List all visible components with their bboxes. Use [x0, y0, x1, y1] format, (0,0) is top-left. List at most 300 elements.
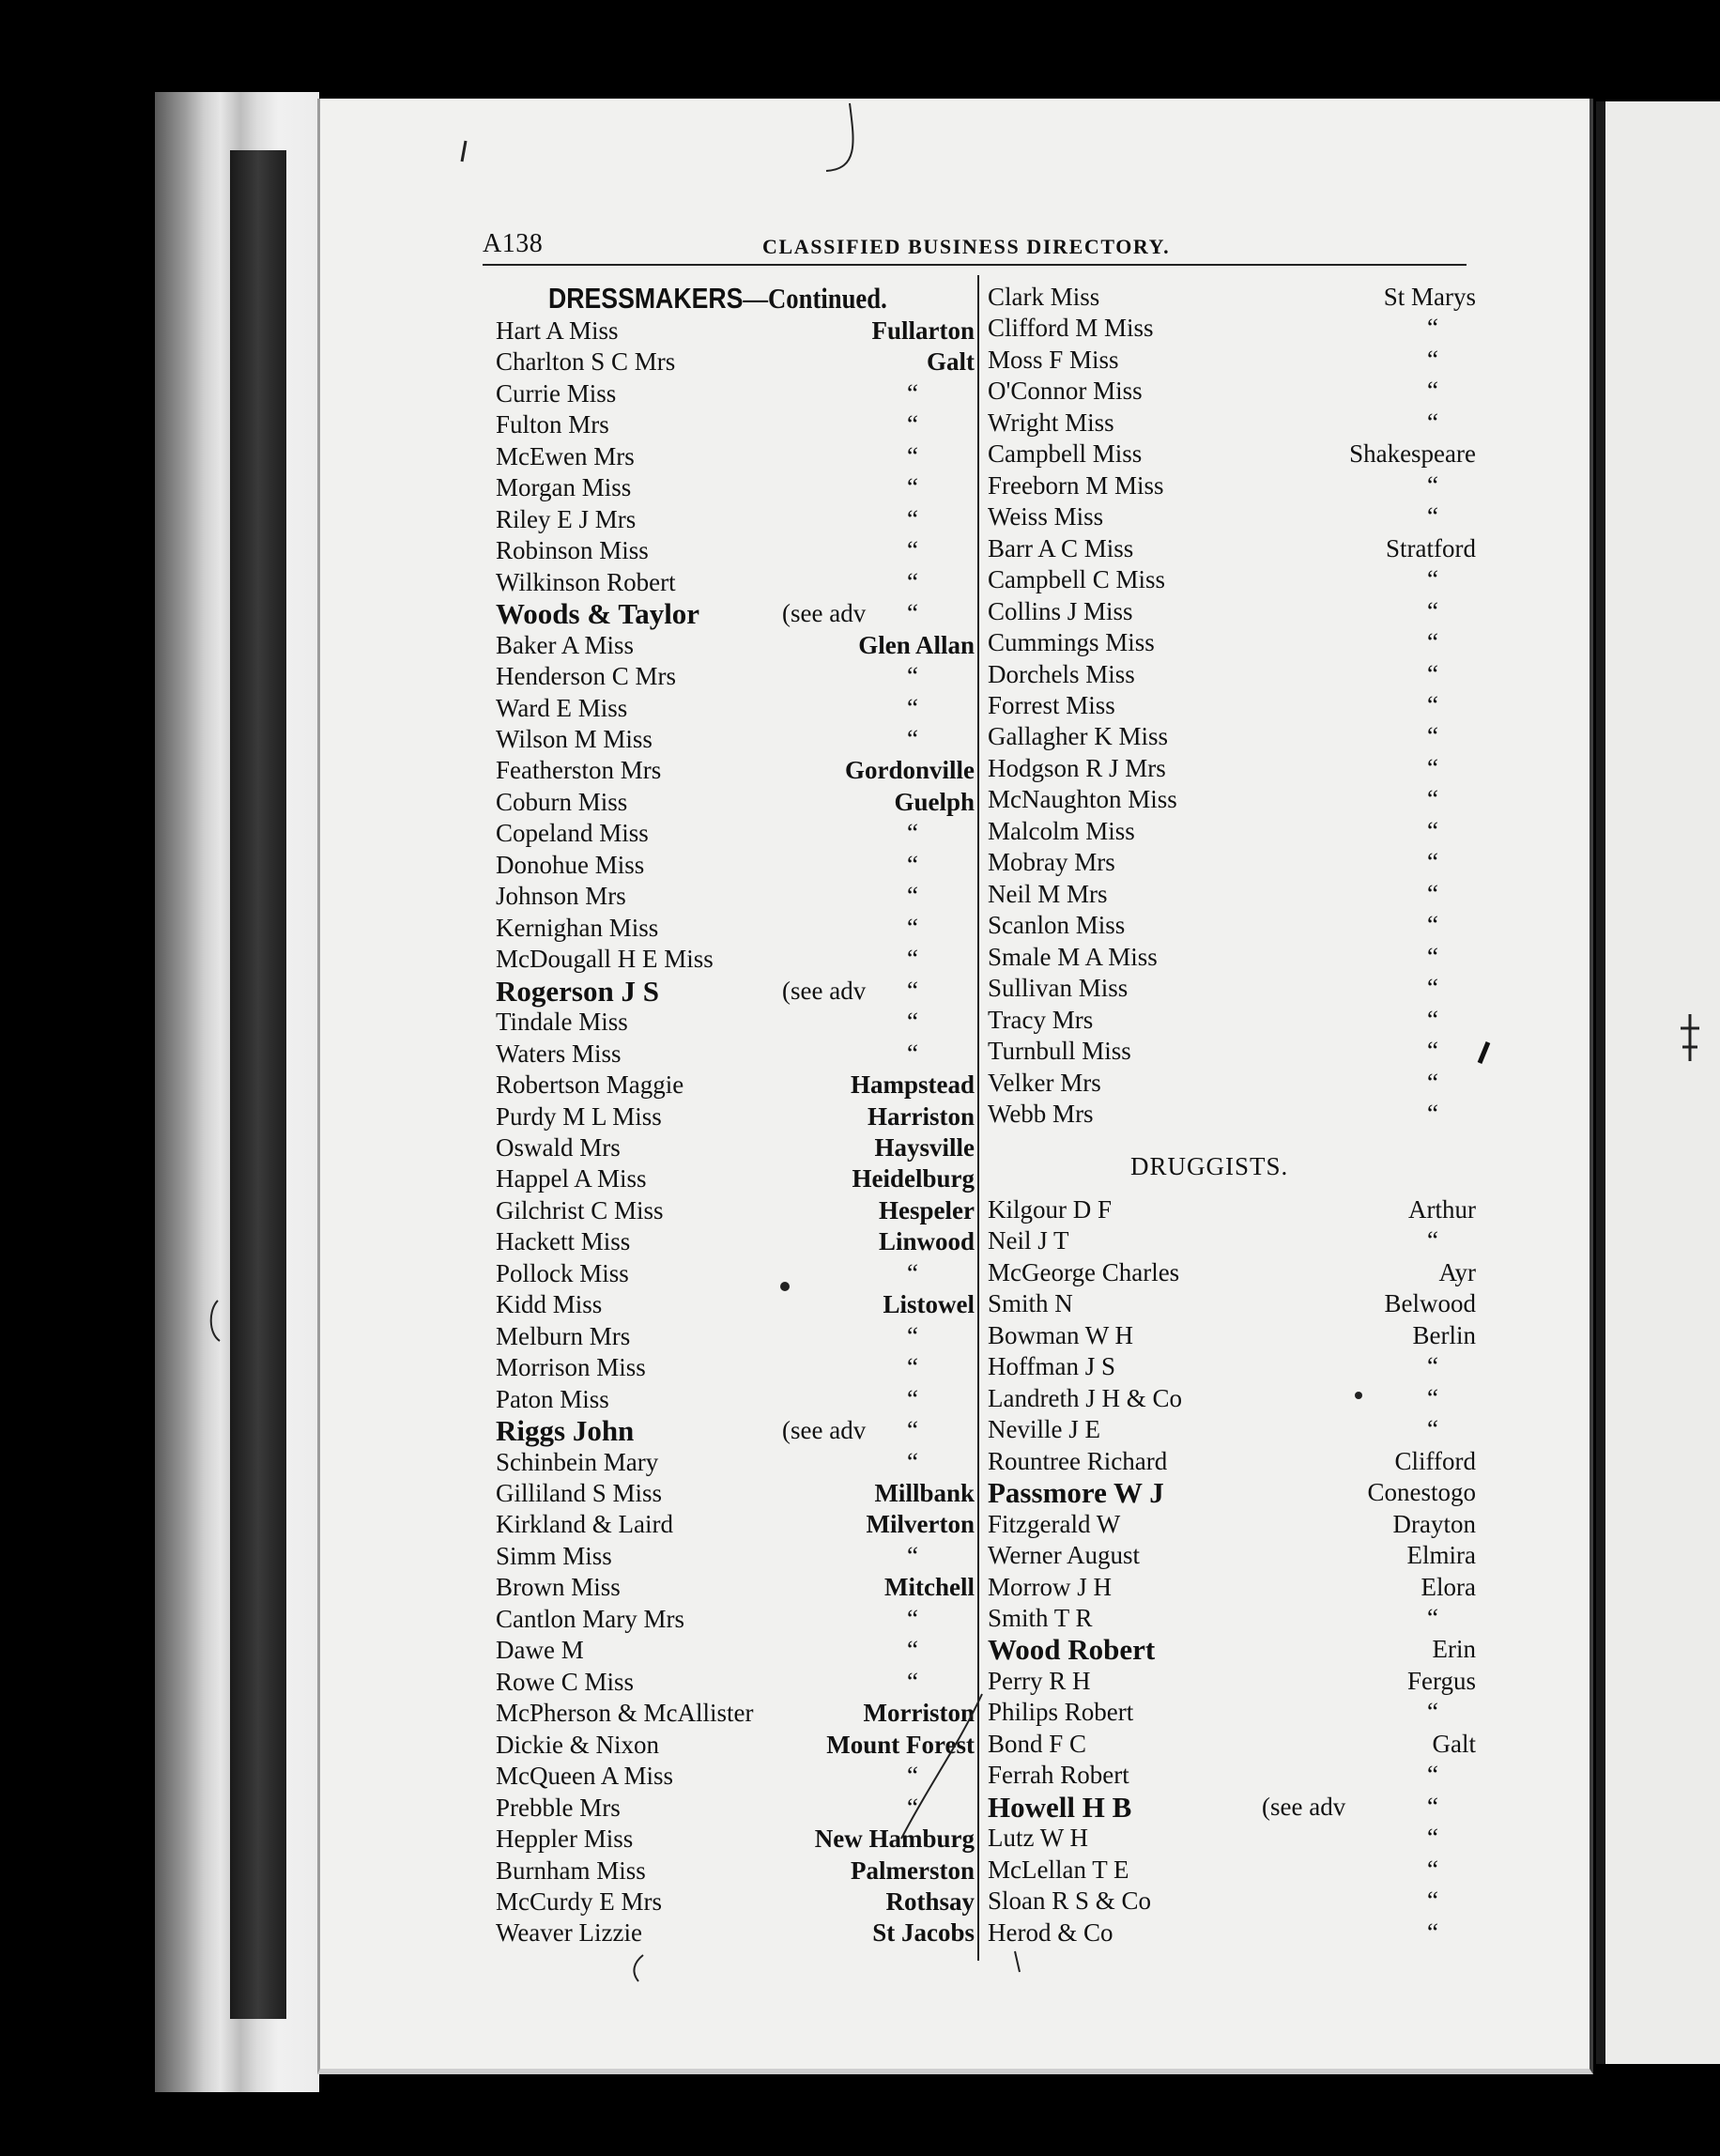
druggist-entry: [988, 1383, 1476, 1414]
druggist-entry-name: Fitzgerald W: [988, 1509, 1121, 1538]
dressmaker-left-entry-location: Listowel: [883, 1290, 975, 1319]
dressmaker-left-entry-location: Gordonville: [844, 756, 975, 785]
druggist-entry-location: “: [1427, 1761, 1438, 1790]
dressmaker-left-entry-name: Melburn Mrs: [496, 1321, 631, 1350]
dressmaker-left-entry: [496, 316, 975, 346]
adjacent-page-edge: [1596, 101, 1720, 2064]
druggist-entry-location: “: [1427, 1603, 1438, 1632]
dressmaker-right-entry-location: “: [1427, 974, 1438, 1003]
dressmaker-right-entry: [988, 816, 1476, 847]
dressmaker-left-entry: [496, 1415, 975, 1446]
dressmaker-left-entry-name: Riggs John: [496, 1414, 635, 1448]
dressmaker-left-entry-name: Rogerson J S: [496, 974, 659, 1008]
dressmaker-left-entry: [496, 944, 975, 975]
druggist-entry-name: Lutz W H: [988, 1824, 1088, 1853]
dressmaker-right-entry: [988, 1068, 1476, 1099]
druggist-entry: [988, 1634, 1476, 1665]
druggist-entry-location: Elora: [1421, 1572, 1476, 1601]
dressmaker-right-entry-location: “: [1427, 1037, 1438, 1066]
dressmaker-left-entry: [496, 850, 975, 881]
dressmaker-left-entry-location: “: [907, 1321, 918, 1350]
dressmaker-left-entry: [496, 1635, 975, 1666]
dressmaker-right-entry-location: “: [1427, 596, 1438, 625]
dressmaker-left-entry-name: Kirkland & Laird: [496, 1510, 673, 1539]
dressmaker-left-entry-name: Morrison Miss: [496, 1353, 646, 1382]
dressmaker-right-entry-location: “: [1427, 345, 1438, 374]
dressmaker-left-entry-see-adv: (see adv: [782, 599, 867, 628]
druggist-entry: [988, 1288, 1476, 1319]
dressmaker-left-entry: [496, 409, 975, 440]
druggist-entry-name: Passmore W J: [988, 1476, 1164, 1510]
dressmaker-left-entry-name: Kidd Miss: [496, 1290, 603, 1319]
druggist-entry-location: “: [1427, 1886, 1438, 1916]
dressmaker-right-entry-name: Wright Miss: [988, 408, 1114, 437]
druggist-entry-name: Wood Robert: [988, 1633, 1156, 1667]
dressmaker-right-entry-location: “: [1427, 659, 1438, 688]
dressmaker-right-entry: [988, 942, 1476, 973]
header-rule: [483, 264, 1467, 266]
dressmaker-right-entry-location: Shakespeare: [1349, 439, 1476, 469]
dressmaker-left-entry-location: Morriston: [863, 1699, 975, 1728]
dressmaker-right-entry: [988, 345, 1476, 376]
dressmaker-right-entry-location: “: [1427, 1099, 1438, 1128]
dressmaker-right-entry: [988, 564, 1476, 595]
druggist-entry-location: Belwood: [1384, 1289, 1476, 1318]
dressmaker-left-entry: [496, 535, 975, 566]
page-title: CLASSIFIED BUSINESS DIRECTORY.: [762, 235, 1171, 258]
druggist-entry: [988, 1351, 1476, 1382]
dressmaker-right-entry: [988, 690, 1476, 721]
dressmaker-left-entry: [496, 378, 975, 409]
dressmaker-left-entry-name: Featherston Mrs: [496, 756, 662, 785]
dressmaker-left-entry-name: Cantlon Mary Mrs: [496, 1604, 684, 1633]
dressmaker-left-entry-location: Hampstead: [850, 1070, 975, 1100]
dressmaker-left-entry-name: Fulton Mrs: [496, 410, 609, 439]
dressmaker-right-entry: [988, 1005, 1476, 1036]
section-heading-druggists: DRUGGISTS.: [1130, 1152, 1289, 1180]
druggist-entry: [988, 1855, 1476, 1886]
dressmaker-left-entry-name: Copeland Miss: [496, 819, 649, 848]
dressmaker-left-entry-see-adv: (see adv: [782, 976, 867, 1005]
druggist-entry-location: “: [1427, 1383, 1438, 1412]
druggist-entry: [988, 1257, 1476, 1288]
dressmaker-left-entry-location: “: [907, 1384, 918, 1413]
druggist-entry-location: “: [1427, 1698, 1438, 1727]
dressmaker-right-entry-location: “: [1427, 816, 1438, 845]
druggist-entry-name: Werner August: [988, 1541, 1141, 1570]
druggist-entry: [988, 1917, 1476, 1948]
section-heading-continued: —Continued.: [743, 282, 887, 315]
dressmaker-left-entry-location: New Hamburg: [814, 1825, 975, 1854]
dressmaker-left-entry-name: McPherson & McAllister: [496, 1699, 754, 1728]
dressmaker-right-entry-name: Mobray Mrs: [988, 848, 1115, 877]
dressmaker-right-entry: [988, 282, 1476, 313]
druggist-entry-location: “: [1427, 1792, 1438, 1821]
dressmaker-left-entry-location: “: [907, 976, 918, 1005]
dressmaker-left-entry-name: Henderson C Mrs: [496, 662, 676, 691]
dressmaker-left-entry-location: “: [907, 882, 918, 911]
dressmaker-left-entry-location: “: [907, 1008, 918, 1037]
dressmaker-right-entry-name: Turnbull Miss: [988, 1037, 1131, 1066]
dressmaker-left-entry-location: Millbank: [874, 1479, 975, 1508]
dressmaker-left-entry: [496, 1761, 975, 1792]
dressmaker-left-entry-location: Rothsay: [885, 1887, 975, 1916]
dressmaker-left-entry: [496, 1163, 975, 1194]
dressmaker-left-entry-location: “: [907, 1541, 918, 1570]
dressmaker-left-entry-name: Donohue Miss: [496, 850, 645, 879]
page-number: A138: [483, 229, 544, 258]
druggist-entry-name: Perry R H: [988, 1666, 1091, 1695]
druggist-entry-name: McGeorge Charles: [988, 1257, 1180, 1286]
dressmaker-left-entry-name: Baker A Miss: [496, 630, 635, 659]
dressmaker-left-entry-location: “: [907, 724, 918, 753]
druggist-entry: [988, 1666, 1476, 1697]
dressmaker-left-entry-name: McDougall H E Miss: [496, 945, 714, 974]
dressmaker-left-entry: [496, 1132, 975, 1163]
dressmaker-left-entry-name: Oswald Mrs: [496, 1132, 621, 1162]
druggist-entry: [988, 1320, 1476, 1351]
dressmaker-left-entry-location: Mitchell: [884, 1573, 975, 1602]
dressmaker-left-entry: [496, 346, 975, 377]
dressmaker-left-entry: [496, 630, 975, 661]
dressmaker-left-entry-location: “: [907, 473, 918, 502]
dressmaker-left-entry-location: “: [907, 1416, 918, 1445]
dressmaker-left-entry-name: Wilson M Miss: [496, 724, 653, 753]
dressmaker-right-entry-name: Malcolm Miss: [988, 816, 1135, 845]
dressmaker-right-entry-location: “: [1427, 785, 1438, 814]
dressmaker-left-entry: [496, 1793, 975, 1824]
druggist-entry-location: Berlin: [1412, 1320, 1476, 1349]
dressmaker-left-entry-name: Hackett Miss: [496, 1227, 631, 1256]
dressmaker-right-entry-location: “: [1427, 565, 1438, 594]
dressmaker-left-entry: [496, 913, 975, 944]
dressmaker-left-entry: [496, 567, 975, 598]
dressmaker-right-entry: [988, 753, 1476, 784]
dressmaker-left-entry: [496, 1289, 975, 1320]
dressmaker-left-entry-name: Prebble Mrs: [496, 1793, 621, 1822]
druggist-entry: [988, 1194, 1476, 1225]
dressmaker-left-entry: [496, 1039, 975, 1070]
dressmaker-left-entry-name: Brown Miss: [496, 1573, 621, 1602]
dressmaker-left-entry-name: Weaver Lizzie: [496, 1918, 642, 1948]
dressmaker-left-entry: [496, 1856, 975, 1886]
dressmaker-left-entry-location: “: [907, 819, 918, 848]
dressmaker-left-entry: [496, 1101, 975, 1132]
dressmaker-left-entry-location: Palmerston: [851, 1856, 975, 1885]
druggist-entry-location: “: [1427, 1352, 1438, 1381]
druggist-entry-location: Erin: [1432, 1635, 1476, 1664]
dressmaker-left-entry: [496, 1917, 975, 1948]
druggist-entry-location: “: [1427, 1824, 1438, 1853]
dressmaker-left-entry: [496, 1070, 975, 1101]
dressmaker-right-entry-name: Weiss Miss: [988, 502, 1104, 531]
druggist-entry-see-adv: (see adv: [1262, 1792, 1346, 1821]
dressmaker-left-entry-location: “: [907, 913, 918, 942]
dressmaker-left-entry-location: St Jacobs: [872, 1918, 975, 1948]
dressmaker-right-entry-location: Stratford: [1386, 533, 1476, 562]
druggist-entry: [988, 1414, 1476, 1445]
dressmaker-left-entry-name: Gilchrist C Miss: [496, 1195, 664, 1224]
druggist-entry: [988, 1509, 1476, 1540]
dressmaker-right-entry: [988, 533, 1476, 564]
dressmaker-right-entry-location: “: [1427, 628, 1438, 657]
dressmaker-left-entry-name: Woods & Taylor: [496, 597, 700, 631]
dressmaker-right-entry-name: Freeborn M Miss: [988, 470, 1164, 500]
dressmaker-right-entry-name: Clifford M Miss: [988, 314, 1154, 343]
dressmaker-right-entry: [988, 910, 1476, 941]
dressmaker-right-entry-name: Barr A C Miss: [988, 533, 1134, 562]
druggist-entry-name: Sloan R S & Co: [988, 1886, 1152, 1916]
dressmaker-left-entry: [496, 1007, 975, 1038]
dressmaker-right-entry-name: O'Connor Miss: [988, 377, 1143, 406]
dressmaker-left-entry-name: Heppler Miss: [496, 1825, 634, 1854]
dressmaker-left-entry: [496, 881, 975, 912]
dressmaker-left-entry-location: Linwood: [878, 1227, 975, 1256]
dressmaker-left-entry: [496, 1352, 975, 1383]
dressmaker-left-entry-name: Ward E Miss: [496, 693, 628, 722]
druggist-entry-name: Neville J E: [988, 1415, 1100, 1444]
dressmaker-right-entry: [988, 721, 1476, 752]
druggist-entry-location: Ayr: [1438, 1257, 1476, 1286]
dressmaker-right-entry: [988, 470, 1476, 501]
druggist-entry-name: Ferrah Robert: [988, 1761, 1129, 1790]
dressmaker-right-entry: [988, 439, 1476, 470]
druggist-entry-name: Bowman W H: [988, 1320, 1133, 1349]
dressmaker-right-entry-location: “: [1427, 314, 1438, 343]
dressmaker-left-entry: [496, 1667, 975, 1698]
dressmaker-right-entry-name: Neil M Mrs: [988, 879, 1108, 908]
dressmaker-left-entry: [496, 1321, 975, 1352]
dressmaker-left-entry: [496, 787, 975, 818]
dressmaker-right-entry-name: McNaughton Miss: [988, 785, 1177, 814]
druggist-entry-name: Kilgour D F: [988, 1195, 1113, 1224]
dressmaker-right-entry-name: Campbell C Miss: [988, 565, 1166, 594]
dressmaker-left-entry-name: Burnham Miss: [496, 1856, 646, 1885]
dressmaker-left-entry-location: “: [907, 1447, 918, 1476]
dressmaker-left-entry: [496, 598, 975, 629]
dressmaker-right-entry-name: Moss F Miss: [988, 345, 1119, 374]
dressmaker-right-entry: [988, 879, 1476, 910]
dressmaker-left-entry-name: Pollock Miss: [496, 1258, 629, 1287]
dressmaker-left-entry: [496, 693, 975, 724]
dressmaker-left-entry: [496, 1572, 975, 1603]
dressmaker-left-entry-location: “: [907, 1353, 918, 1382]
dressmaker-left-entry-location: “: [907, 378, 918, 408]
druggist-entry-location: Drayton: [1392, 1509, 1476, 1538]
druggist-entry-location: Arthur: [1408, 1195, 1476, 1224]
dressmaker-right-entry: [988, 784, 1476, 815]
dressmaker-right-entry-name: Smale M A Miss: [988, 942, 1158, 971]
dressmaker-left-entry: [496, 1730, 975, 1761]
dressmaker-right-entry: [988, 408, 1476, 439]
dressmaker-left-entry-name: Morgan Miss: [496, 473, 632, 502]
dressmaker-left-entry: [496, 1384, 975, 1415]
dressmaker-left-entry-location: “: [907, 1258, 918, 1287]
druggist-entry-location: “: [1427, 1855, 1438, 1884]
druggist-entry-location: “: [1427, 1917, 1438, 1947]
dressmaker-left-entry: [496, 1509, 975, 1540]
dressmaker-left-entry: [496, 1824, 975, 1855]
dressmaker-right-entry-name: Hodgson R J Mrs: [988, 753, 1166, 782]
dressmaker-right-entry: [988, 313, 1476, 344]
dressmaker-left-entry-name: Charlton S C Mrs: [496, 347, 676, 377]
dressmaker-left-entry-name: Johnson Mrs: [496, 882, 626, 911]
dressmaker-left-entry: [496, 472, 975, 503]
dressmaker-left-entry-name: Robinson Miss: [496, 536, 649, 565]
dressmaker-right-entry-location: “: [1427, 753, 1438, 782]
dressmaker-left-entry-name: Happel A Miss: [496, 1164, 647, 1194]
druggist-entry-name: Hoffman J S: [988, 1352, 1116, 1381]
section-heading-dressmakers: [548, 282, 887, 316]
druggist-entry-name: Neil J T: [988, 1226, 1069, 1255]
dressmaker-right-entry-location: “: [1427, 879, 1438, 908]
dressmaker-left-entry-name: Dawe M: [496, 1636, 584, 1665]
dressmaker-right-entry-location: “: [1427, 408, 1438, 437]
dressmaker-right-entry-name: Sullivan Miss: [988, 974, 1129, 1003]
dressmaker-left-entry: [496, 755, 975, 786]
dressmaker-left-entry-location: Galt: [927, 347, 975, 377]
dressmaker-right-entry: [988, 596, 1476, 627]
dressmaker-left-entry-see-adv: (see adv: [782, 1416, 867, 1445]
dressmaker-left-entry-location: “: [907, 410, 918, 439]
book-spine-shadow: [230, 150, 286, 2019]
dressmaker-left-entry: [496, 1195, 975, 1226]
druggist-entry: [988, 1729, 1476, 1760]
column-divider: [977, 275, 979, 1961]
dressmaker-right-entry-location: St Marys: [1383, 283, 1476, 311]
druggist-entry-location: Conestogo: [1367, 1478, 1476, 1507]
dressmaker-left-entry-location: “: [907, 945, 918, 974]
druggist-entry-name: Smith T R: [988, 1603, 1093, 1632]
dressmaker-left-entry-name: Dickie & Nixon: [496, 1730, 659, 1759]
druggist-entry-name: Bond F C: [988, 1729, 1087, 1758]
dressmaker-left-entry: [496, 818, 975, 849]
dressmaker-right-entry-location: “: [1427, 942, 1438, 971]
dressmaker-left-entry-location: “: [907, 536, 918, 565]
dressmaker-left-entry: [496, 1258, 975, 1289]
dressmaker-right-entry-name: Scanlon Miss: [988, 911, 1126, 940]
dressmaker-right-entry: [988, 1099, 1476, 1130]
dressmaker-left-entry-location: “: [907, 441, 918, 470]
dressmaker-right-entry-location: “: [1427, 502, 1438, 531]
dressmaker-left-entry-location: Guelph: [894, 787, 975, 816]
druggist-entry-name: McLellan T E: [988, 1855, 1129, 1884]
druggist-entry-name: Morrow J H: [988, 1572, 1112, 1601]
dressmaker-left-entry-name: McQueen A Miss: [496, 1762, 673, 1791]
dressmaker-left-entry-name: Currie Miss: [496, 378, 617, 408]
druggist-entry: [988, 1572, 1476, 1603]
dressmaker-left-entry-name: Coburn Miss: [496, 787, 628, 816]
dressmaker-left-entry: [496, 976, 975, 1007]
druggist-entry-location: “: [1427, 1226, 1438, 1255]
dressmaker-right-entry-name: Velker Mrs: [988, 1068, 1101, 1097]
dressmaker-left-entry-location: Mount Forest: [826, 1730, 975, 1759]
dressmaker-left-entry-name: Purdy M L Miss: [496, 1101, 662, 1131]
dressmaker-left-entry-name: Gilliland S Miss: [496, 1479, 663, 1508]
dressmaker-left-entry-name: Robertson Maggie: [496, 1070, 684, 1100]
dressmaker-right-entry-name: Dorchels Miss: [988, 659, 1135, 688]
dressmaker-left-entry-name: Waters Miss: [496, 1039, 622, 1068]
dressmaker-left-entry-name: Riley E J Mrs: [496, 504, 637, 533]
dressmaker-left-entry-location: “: [907, 1793, 918, 1822]
dressmaker-left-entry-location: “: [907, 1039, 918, 1068]
dressmaker-right-entry-name: Campbell Miss: [988, 439, 1143, 469]
druggist-entry: [988, 1697, 1476, 1728]
dressmaker-left-entry-location: “: [907, 504, 918, 533]
dressmaker-left-entry-location: “: [907, 850, 918, 879]
dressmaker-left-entry-name: Simm Miss: [496, 1541, 612, 1570]
dressmaker-left-entry-name: McCurdy E Mrs: [496, 1887, 662, 1916]
dressmaker-right-entry-location: “: [1427, 470, 1438, 500]
druggist-entry-name: Rountree Richard: [988, 1446, 1168, 1475]
dressmaker-left-entry-location: “: [907, 599, 918, 628]
dressmaker-left-entry-location: Haysville: [874, 1132, 975, 1162]
dressmaker-left-entry: [496, 1541, 975, 1572]
dressmaker-left-entry: [496, 661, 975, 692]
dressmaker-left-entry: [496, 1886, 975, 1917]
druggist-entry-location: Elmira: [1406, 1541, 1476, 1570]
dressmaker-left-entry-location: “: [907, 1604, 918, 1633]
dressmaker-left-entry-location: “: [907, 1636, 918, 1665]
dressmaker-right-entry-name: Cummings Miss: [988, 628, 1155, 657]
dressmaker-left-entry-name: McEwen Mrs: [496, 441, 635, 470]
dressmaker-left-entry-name: Paton Miss: [496, 1384, 609, 1413]
dressmaker-left-entry-name: Kernighan Miss: [496, 913, 659, 942]
dressmaker-right-entry: [988, 1036, 1476, 1067]
druggist-entry-name: Howell H B: [988, 1790, 1132, 1824]
druggist-entry-name: Smith N: [988, 1289, 1073, 1318]
druggist-entry: [988, 1760, 1476, 1791]
dressmaker-left-entry: [496, 1226, 975, 1257]
druggist-entry: [988, 1886, 1476, 1917]
dressmaker-right-entry-location: “: [1427, 911, 1438, 940]
druggist-entry: [988, 1540, 1476, 1571]
section-heading-title: DRESSMAKERS: [548, 282, 744, 315]
dressmaker-left-entry-location: Glen Allan: [858, 630, 975, 659]
dressmaker-left-entry-location: “: [907, 1762, 918, 1791]
dressmaker-right-entry-name: Clark Miss: [988, 283, 1100, 311]
druggist-entry: [988, 1446, 1476, 1477]
dressmaker-right-entry-location: “: [1427, 848, 1438, 877]
druggist-entry-name: Herod & Co: [988, 1917, 1113, 1947]
dressmaker-left-entry: [496, 1478, 975, 1509]
druggist-entry: [988, 1477, 1476, 1508]
dressmaker-left-entry-name: Hart A Miss: [496, 316, 619, 345]
dressmaker-left-entry: [496, 1698, 975, 1729]
dressmaker-left-entry-location: “: [907, 662, 918, 691]
dressmaker-right-entry-location: “: [1427, 722, 1438, 751]
dressmaker-right-entry-name: Gallagher K Miss: [988, 722, 1168, 751]
dressmaker-left-entry-name: Schinbein Mary: [496, 1447, 659, 1476]
dressmaker-right-entry-name: Webb Mrs: [988, 1099, 1094, 1128]
dressmaker-left-entry-name: Rowe C Miss: [496, 1667, 635, 1696]
druggist-entry-name: Landreth J H & Co: [988, 1383, 1182, 1412]
dressmaker-right-entry: [988, 376, 1476, 407]
dressmaker-right-entry-location: “: [1427, 1068, 1438, 1097]
dressmaker-right-entry-location: “: [1427, 690, 1438, 719]
druggist-entry: [988, 1603, 1476, 1634]
dressmaker-left-entry: [496, 441, 975, 472]
dressmaker-left-entry-location: Heidelburg: [852, 1164, 975, 1194]
druggist-entry-location: Fergus: [1406, 1666, 1476, 1695]
dressmaker-left-entry-location: “: [907, 693, 918, 722]
dressmaker-right-entry: [988, 501, 1476, 532]
dressmaker-left-entry-location: Hespeler: [879, 1195, 975, 1224]
druggist-entry: [988, 1792, 1476, 1823]
dressmaker-right-entry-name: Collins J Miss: [988, 596, 1133, 625]
dressmaker-left-entry-name: Wilkinson Robert: [496, 567, 676, 596]
druggist-entry-location: Galt: [1432, 1729, 1476, 1758]
